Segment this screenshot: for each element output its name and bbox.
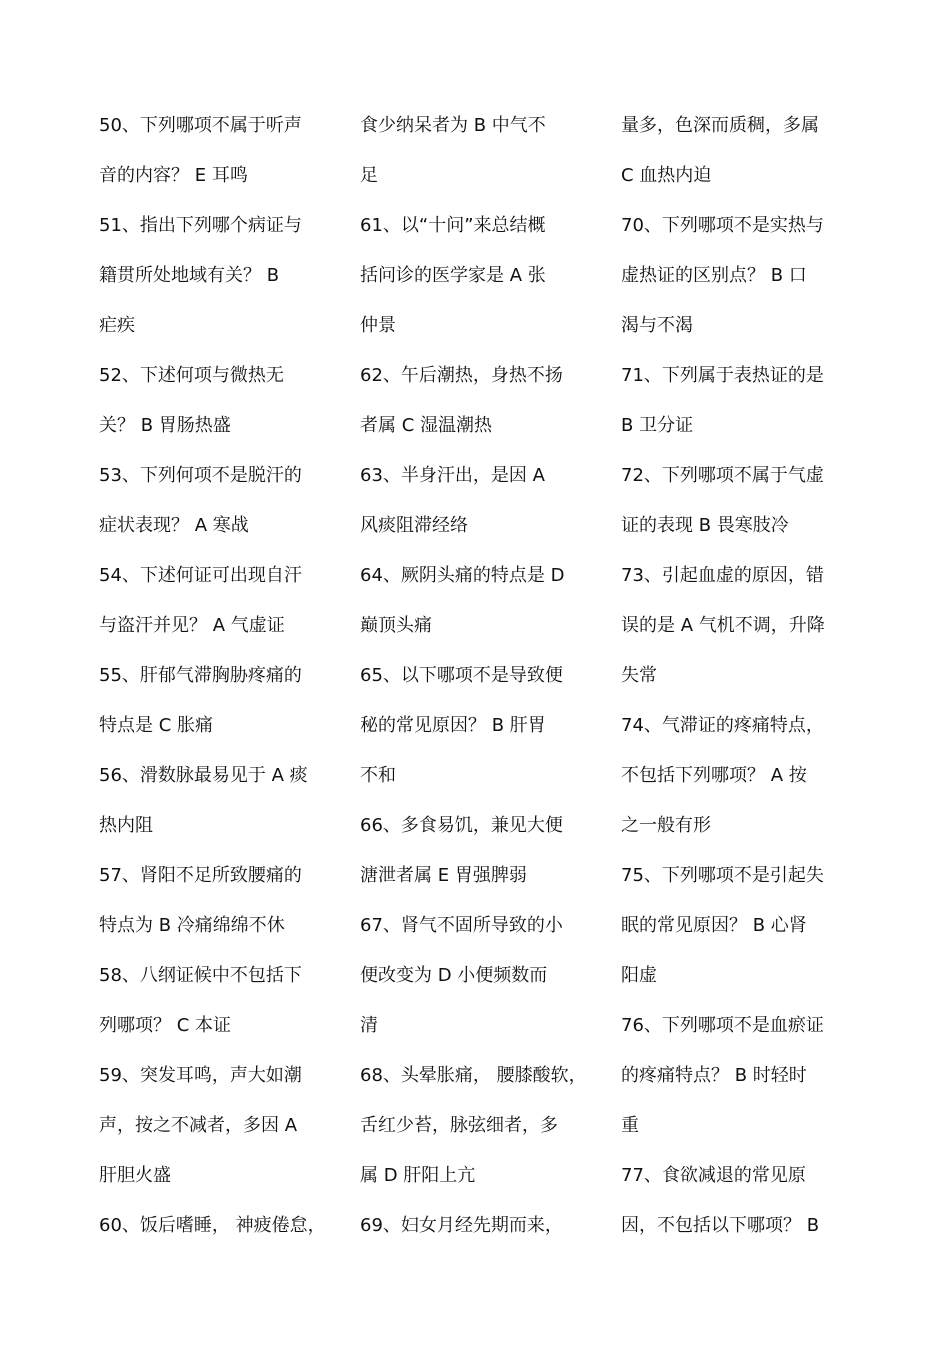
text-line: 音的内容？ E 耳鸣 [99, 165, 248, 186]
text-line: 症状表现？ A 寒战 [99, 515, 249, 536]
text-line: 61、以“十问”来总结概 [360, 215, 546, 236]
text-line: 51、指出下列哪个病证与 [99, 215, 302, 236]
text-line: 67、肾气不固所导致的小 [360, 915, 563, 936]
text-line: 71、下列属于表热证的是 [621, 365, 824, 386]
text-line: 溏泄者属 E 胃强脾弱 [360, 865, 527, 886]
text-line: 68、头晕胀痛， 腰膝酸软， [360, 1065, 587, 1086]
text-line: 69、妇女月经先期而来， [360, 1215, 563, 1236]
text-line: 56、滑数脉最易见于 A 痰 [99, 765, 308, 786]
text-line: 误的是 A 气机不调，升降 [621, 615, 825, 636]
text-line: 74、气滞证的疼痛特点， [621, 715, 824, 736]
text-line: 仲景 [360, 315, 396, 336]
text-line: 59、突发耳鸣，声大如潮 [99, 1065, 302, 1086]
text-line: 52、下述何项与微热无 [99, 365, 284, 386]
text-line: 66、多食易饥，兼见大便 [360, 815, 563, 836]
text-line: 73、引起血虚的原因，错 [621, 565, 824, 586]
text-line: 的疼痛特点？ B 时轻时 [621, 1065, 807, 1086]
text-line: 秘的常见原因？ B 肝胃 [360, 715, 546, 736]
text-line: 特点是 C 胀痛 [99, 715, 214, 736]
text-line: 食少纳呆者为 B 中气不 [360, 115, 546, 136]
text-line: 62、午后潮热，身热不扬 [360, 365, 563, 386]
text-line: 与盗汗并见？ A 气虚证 [99, 615, 285, 636]
text-line: 眠的常见原因？ B 心肾 [621, 915, 807, 936]
text-line: 58、八纲证候中不包括下 [99, 965, 302, 986]
text-line: 阳虚 [621, 965, 657, 986]
text-line: 因，不包括以下哪项？ B [621, 1215, 820, 1236]
text-line: 50、下列哪项不属于听声 [99, 115, 302, 136]
text-column-3 [621, 101, 856, 1251]
text-line: 65、以下哪项不是导致便 [360, 665, 563, 686]
text-line: B 卫分证 [621, 415, 694, 436]
text-line: 75、下列哪项不是引起失 [621, 865, 824, 886]
text-line: 声，按之不减者，多因 A [99, 1115, 298, 1136]
text-line: 76、下列哪项不是血瘀证 [621, 1015, 824, 1036]
text-line: 风痰阻滞经络 [360, 515, 468, 536]
text-line: 籍贯所处地域有关？ B [99, 265, 280, 286]
text-line: 54、下述何证可出现自汗 [99, 565, 302, 586]
text-line: 关？ B 胃肠热盛 [99, 415, 231, 436]
text-line: 63、半身汗出，是因 A [360, 465, 545, 486]
text-line: 77、食欲减退的常见原 [621, 1165, 806, 1186]
text-line: 64、厥阴头痛的特点是 D [360, 565, 565, 586]
text-line: 括问诊的医学家是 A 张 [360, 265, 546, 286]
text-line: 53、下列何项不是脱汗的 [99, 465, 302, 486]
text-line: 渴与不渴 [621, 315, 693, 336]
text-line: 巅顶头痛 [360, 615, 432, 636]
text-line: 清 [360, 1015, 378, 1036]
text-line: 热内阻 [99, 815, 153, 836]
text-line: 列哪项？ C 本证 [99, 1015, 232, 1036]
text-line: 证的表现 B 畏寒肢冷 [621, 515, 789, 536]
text-line: 属 D 肝阳上亢 [360, 1165, 476, 1186]
text-line: 足 [360, 165, 378, 186]
text-line: 不包括下列哪项？ A 按 [621, 765, 807, 786]
text-column-1 [99, 101, 349, 1251]
text-line: 失常 [621, 665, 657, 686]
text-line: 不和 [360, 765, 396, 786]
text-line: C 血热内迫 [621, 165, 712, 186]
text-line: 之一般有形 [621, 815, 711, 836]
text-line: 便改变为 D 小便频数而 [360, 965, 548, 986]
text-line: 特点为 B 冷痛绵绵不休 [99, 915, 285, 936]
text-line: 57、肾阳不足所致腰痛的 [99, 865, 302, 886]
text-line: 量多，色深而质稠，多属 [621, 115, 819, 136]
text-column-2 [360, 101, 610, 1251]
text-line: 者属 C 湿温潮热 [360, 415, 493, 436]
text-line: 72、下列哪项不属于气虚 [621, 465, 824, 486]
text-line: 肝胆火盛 [99, 1165, 171, 1186]
text-line: 55、肝郁气滞胸胁疼痛的 [99, 665, 302, 686]
text-line: 重 [621, 1115, 639, 1136]
text-line: 70、下列哪项不是实热与 [621, 215, 824, 236]
text-line: 60、饭后嗜睡， 神疲倦怠， [99, 1215, 326, 1236]
text-line: 虚热证的区别点？ B 口 [621, 265, 807, 286]
text-line: 疟疾 [99, 315, 135, 336]
text-line: 舌红少苔，脉弦细者，多 [360, 1115, 558, 1136]
